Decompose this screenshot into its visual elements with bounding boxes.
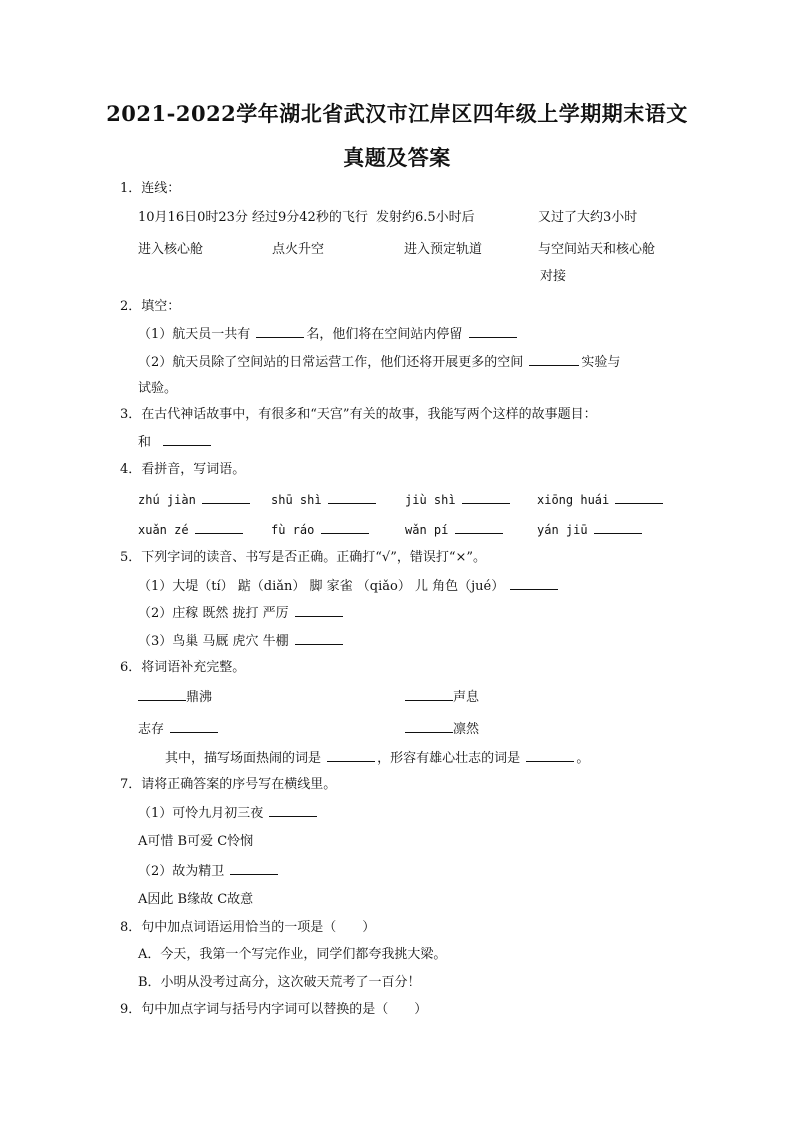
q4-item-5 <box>138 521 245 540</box>
q5-blank-3[interactable] <box>295 632 343 645</box>
q5-blank-2[interactable] <box>295 604 343 617</box>
q4-item-7 <box>405 521 505 540</box>
q4-blank-7[interactable] <box>455 521 503 534</box>
q6-summary-b: ，形容有雄心壮志的词是 <box>377 751 521 766</box>
q2-sub2-cont: 试验。 <box>138 381 178 396</box>
q7-sub1-options: A可惜 B可爱 C怜悯 <box>138 834 254 849</box>
q5-sub3-text: （3）鸟巢 马厩 虎穴 牛棚 <box>138 634 289 649</box>
q1-time-3: 发射约6.5小时后 <box>376 210 475 225</box>
q2-blank-1[interactable] <box>256 325 304 338</box>
q4-blank-8[interactable] <box>594 521 642 534</box>
q6-item-c <box>138 720 220 739</box>
q1-event-1: 进入核心舱 <box>138 242 204 257</box>
q4-pinyin-5: xuǎn zé <box>138 523 189 537</box>
q3-line2 <box>138 433 213 452</box>
q6-blank-c[interactable] <box>170 720 218 733</box>
q1-time-1: 10月16日0时23分 <box>138 210 248 225</box>
q4-blank-4[interactable] <box>615 491 663 504</box>
q5-sub3 <box>138 632 345 651</box>
q6-summary <box>165 749 589 768</box>
q6-word-b: 声息 <box>453 690 480 705</box>
q4-stem: 4．看拼音，写词语。 <box>120 462 246 477</box>
q5-stem: 5．下列字词的读音、书写是否正确。正确打“√”，错误打“×”。 <box>120 550 487 565</box>
q4-pinyin-4: xiōng huái <box>537 493 610 507</box>
q7-sub2-text: （2）故为精卫 <box>138 864 225 879</box>
q3-he: 和 <box>138 435 152 450</box>
q2-sub1-text-a: （1）航天员一共有 <box>138 327 251 342</box>
q4-pinyin-3: jiù shì <box>405 493 456 507</box>
q1-event-2: 点火升空 <box>272 242 325 257</box>
q5-sub2 <box>138 604 345 623</box>
q4-item-2 <box>271 491 378 510</box>
q3-stem: 3．在古代神话故事中，有很多和“天宫”有关的故事，我能写两个这样的故事题目： <box>120 407 597 422</box>
q7-sub2-options: A因此 B缘故 C故意 <box>138 892 254 907</box>
q5-sub1 <box>138 577 560 596</box>
q4-pinyin-7: wǎn pí <box>405 523 449 537</box>
q6-blank-d[interactable] <box>405 720 453 733</box>
q5-blank-1[interactable] <box>510 577 558 590</box>
q6-blank-a[interactable] <box>138 688 186 701</box>
q4-pinyin-1: zhú jiàn <box>138 493 196 507</box>
q6-stem: 6．将词语补充完整。 <box>120 660 246 675</box>
q7-blank-1[interactable] <box>269 804 317 817</box>
q4-blank-2[interactable] <box>328 491 376 504</box>
q1-event-4-cont: 对接 <box>540 269 567 284</box>
q7-blank-2[interactable] <box>230 862 278 875</box>
q7-sub2 <box>138 862 280 881</box>
q9-stem: 9．句中加点字词与括号内字词可以替换的是（ ） <box>120 1002 428 1017</box>
q4-pinyin-6: fù ráo <box>271 523 315 537</box>
q7-sub1-text: （1）可怜九月初三夜 <box>138 806 264 821</box>
q6-blank-e[interactable] <box>327 749 375 762</box>
q4-pinyin-8: yán jiū <box>537 523 588 537</box>
q6-word-a: 鼎沸 <box>186 690 213 705</box>
q4-blank-5[interactable] <box>195 521 243 534</box>
q6-word-d: 凛然 <box>453 722 480 737</box>
q7-stem: 7．请将正确答案的序号写在横线里。 <box>120 777 337 792</box>
q4-pinyin-2: shū shì <box>271 493 322 507</box>
q1-time-4: 又过了大约3小时 <box>538 210 638 225</box>
q4-blank-3[interactable] <box>462 491 510 504</box>
q5-sub2-text: （2）庄稼 既然 拢打 严厉 <box>138 606 289 621</box>
page-subtitle: 真题及答案 <box>343 145 451 170</box>
q4-item-1 <box>138 491 252 510</box>
q2-sub1 <box>138 325 519 344</box>
q4-item-4 <box>537 491 665 510</box>
q1-stem: 1．连线： <box>120 181 181 196</box>
q6-summary-a: 其中，描写场面热闹的词是 <box>165 751 322 766</box>
q2-sub2-text-a: （2）航天员除了空间站的日常运营工作，他们还将开展更多的空间 <box>138 355 524 370</box>
q1-event-4: 与空间站天和核心舱 <box>538 242 656 257</box>
q1-time-2: 经过9分42秒的飞行 <box>252 210 368 225</box>
q2-blank-2[interactable] <box>469 325 517 338</box>
q2-blank-3[interactable] <box>529 353 579 366</box>
q6-item-d <box>405 720 479 739</box>
q8-option-a: A．今天，我第一个写完作业，同学们都夸我挑大梁。 <box>138 947 447 962</box>
q4-item-6 <box>271 521 371 540</box>
q4-item-8 <box>537 521 644 540</box>
q6-summary-c: 。 <box>576 751 590 766</box>
q5-sub1-text: （1）大堤（tí） 踮（diǎn） 脚 家雀 （qiǎo） 儿 角色（jué） <box>138 579 505 594</box>
q2-stem: 2．填空： <box>120 299 181 314</box>
q2-sub1-text-b: 名，他们将在空间站内停留 <box>306 327 463 342</box>
q4-blank-1[interactable] <box>202 491 250 504</box>
q4-blank-6[interactable] <box>321 521 369 534</box>
q4-item-3 <box>405 491 512 510</box>
q1-event-3: 进入预定轨道 <box>404 242 483 257</box>
q6-blank-b[interactable] <box>405 688 453 701</box>
q7-sub1 <box>138 804 319 823</box>
q6-item-a <box>138 688 212 707</box>
q8-option-b: B．小明从没考过高分，这次破天荒考了一百分！ <box>138 975 421 990</box>
q6-item-b <box>405 688 479 707</box>
q2-sub2-text-b: 实验与 <box>581 355 621 370</box>
q3-blank[interactable] <box>163 433 211 446</box>
page-title: 2021-2022学年湖北省武汉市江岸区四年级上学期期末语文 <box>106 101 688 126</box>
q6-word-c: 志存 <box>138 722 165 737</box>
q8-stem: 8．句中加点词语运用恰当的一项是（ ） <box>120 920 376 935</box>
q6-blank-f[interactable] <box>526 749 574 762</box>
q2-sub2 <box>138 353 620 372</box>
